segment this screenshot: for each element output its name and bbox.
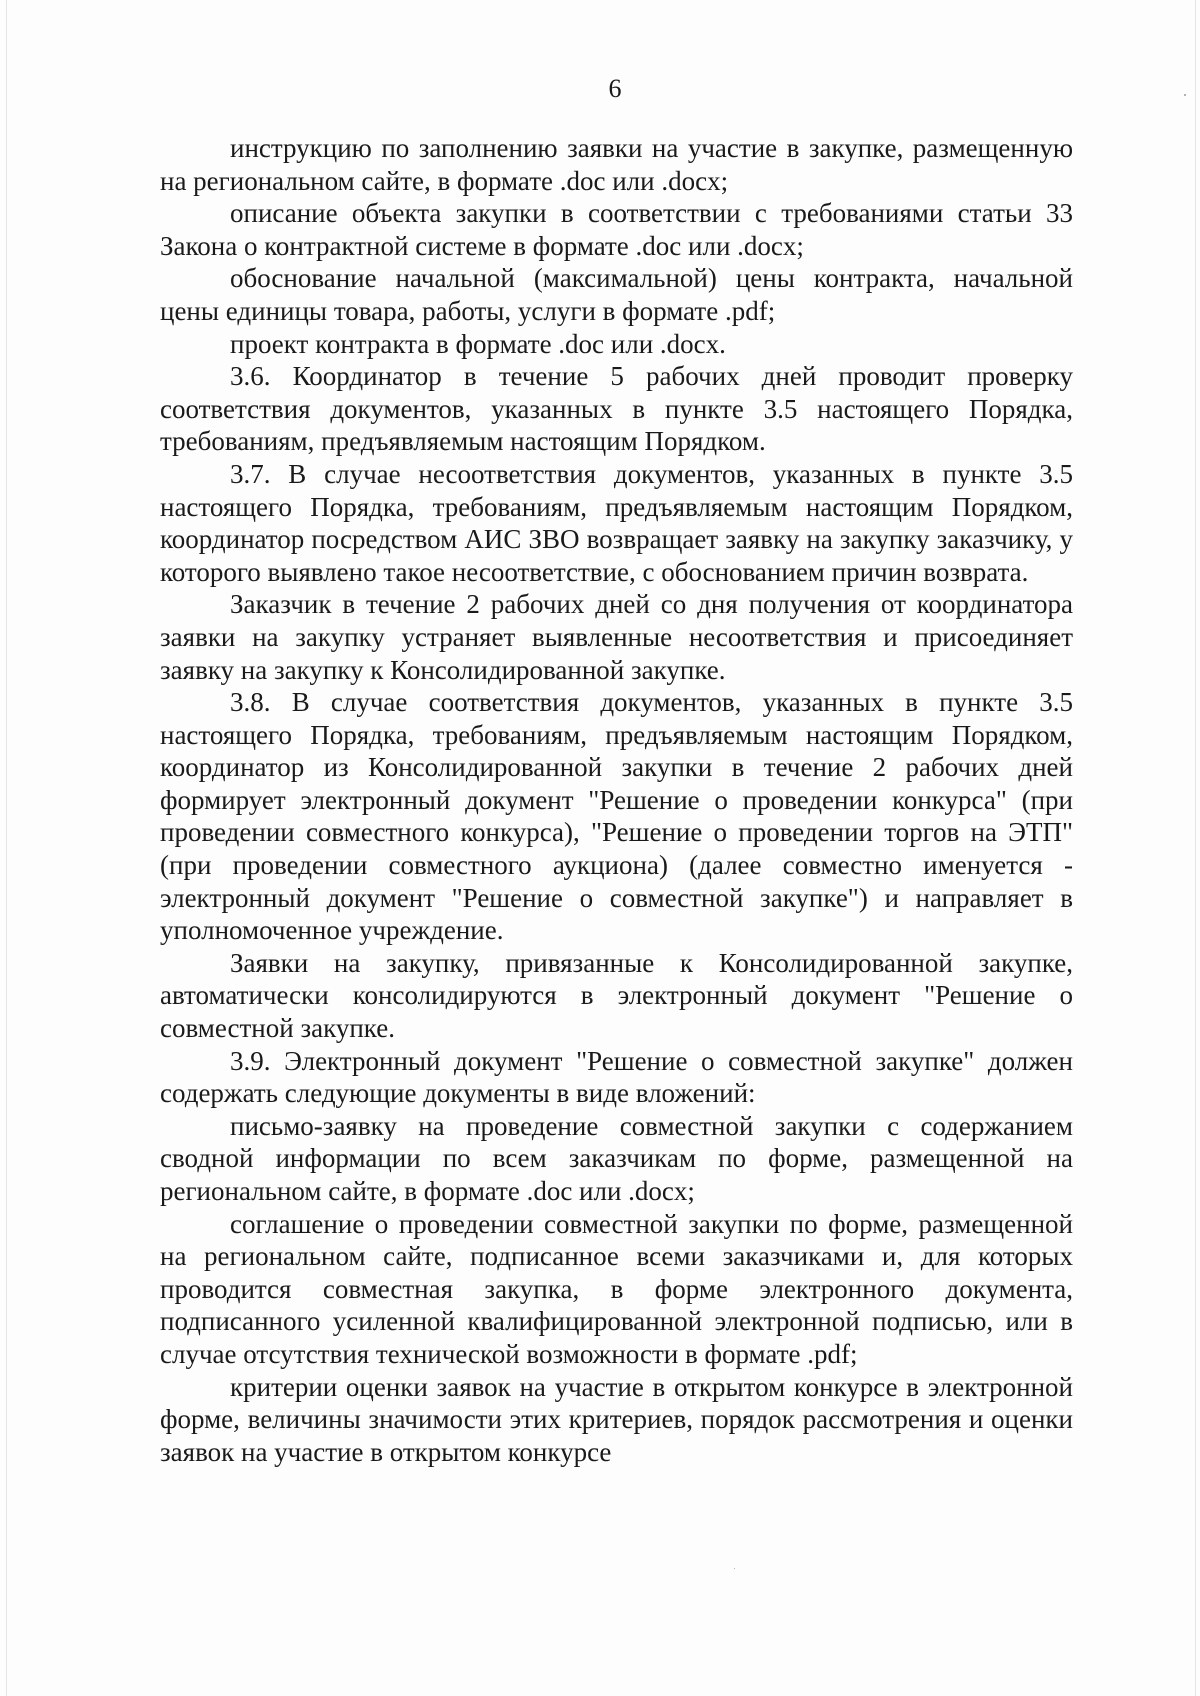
paragraph: Заявки на закупку, привязанные к Консолидированной закупке, автоматически консолидируются в электронный документ "Решение о совместной закупке. — [160, 947, 1073, 1044]
paragraph: письмо-заявку на проведение совместной закупки с содержанием сводной информации по всем заказчикам по форме, размещенной на региональном сайте, в формате .doc или .docx; — [160, 1110, 1073, 1206]
page-number: 6 — [608, 74, 622, 103]
scan-edge-left — [6, 0, 7, 1696]
paragraph: обоснование начальной (максимальной) цены контракта, начальной цены единицы товара, работы, услуги в формате .pdf; — [160, 263, 1073, 326]
paragraph: 3.6. Координатор в течение 5 рабочих дней проводит проверку соответствия документов, указанных в пункте 3.5 настоящего Порядка, требованиям, предъявляемым настоящим Порядком. — [160, 361, 1073, 457]
paragraph: проект контракта в формате .doc или .docx. — [230, 328, 726, 359]
paragraph: 3.9. Электронный документ "Решение о совместной закупке" должен содержать следующие документы в виде вложений: — [160, 1045, 1073, 1109]
paragraph: 3.7. В случае несоответствия документов, указанных в пункте 3.5 настоящего Порядка, требованиям, предъявляемым настоящим Порядком, координатор посредством АИС ЗВО возвращает заявку на закупку заказчику, у которого выявлено такое несоответствие, с обоснованием причин возврата. — [160, 458, 1073, 587]
document-body — [160, 132, 1073, 1468]
paragraph: соглашение о проведении совместной закупки по форме, размещенной на региональном сайте, подписанное всеми заказчиками и, для которых проводится совместная закупка, в форме электронного документа, подписанного усиленной квалифицированной электронной подписью, или в случае отсутствия технической возможности в формате .pdf; — [160, 1208, 1073, 1369]
scan-speck — [734, 1568, 735, 1569]
scan-edge-right — [1195, 0, 1196, 1696]
paragraph: инструкцию по заполнению заявки на участие в закупке, размещенную на региональном сайте, в формате .doc или .docx; — [160, 133, 1073, 196]
paragraph: Заказчик в течение 2 рабочих дней со дня получения от координатора заявки на закупку устраняет выявленные несоответствия и присоединяет заявку на закупку к Консолидированной закупке. — [160, 589, 1073, 685]
paragraph: критерии оценки заявок на участие в открытом конкурсе в электронной форме, величины значимости этих критериев, порядок рассмотрения и оценки заявок на участие в открытом конкурсе — [160, 1371, 1073, 1467]
paragraph: 3.8. В случае соответствия документов, указанных в пункте 3.5 настоящего Порядка, требованиям, предъявляемым настоящим Порядком, координатор из Консолидированной закупки в течение 2 рабочих дней формирует электронный документ "Решение о проведении конкурса" (при проведении совместного конкурса), "Решение о проведении торгов на ЭТП" (при проведении совместного аукциона) (далее совместно именуется - электронный документ "Решение о совместной закупке") и направляет в уполномоченное учреждение. — [160, 687, 1073, 946]
paragraph: описание объекта закупки в соответствии с требованиями статьи 33 Закона о контрактной системе в формате .doc или .docx; — [160, 198, 1073, 261]
